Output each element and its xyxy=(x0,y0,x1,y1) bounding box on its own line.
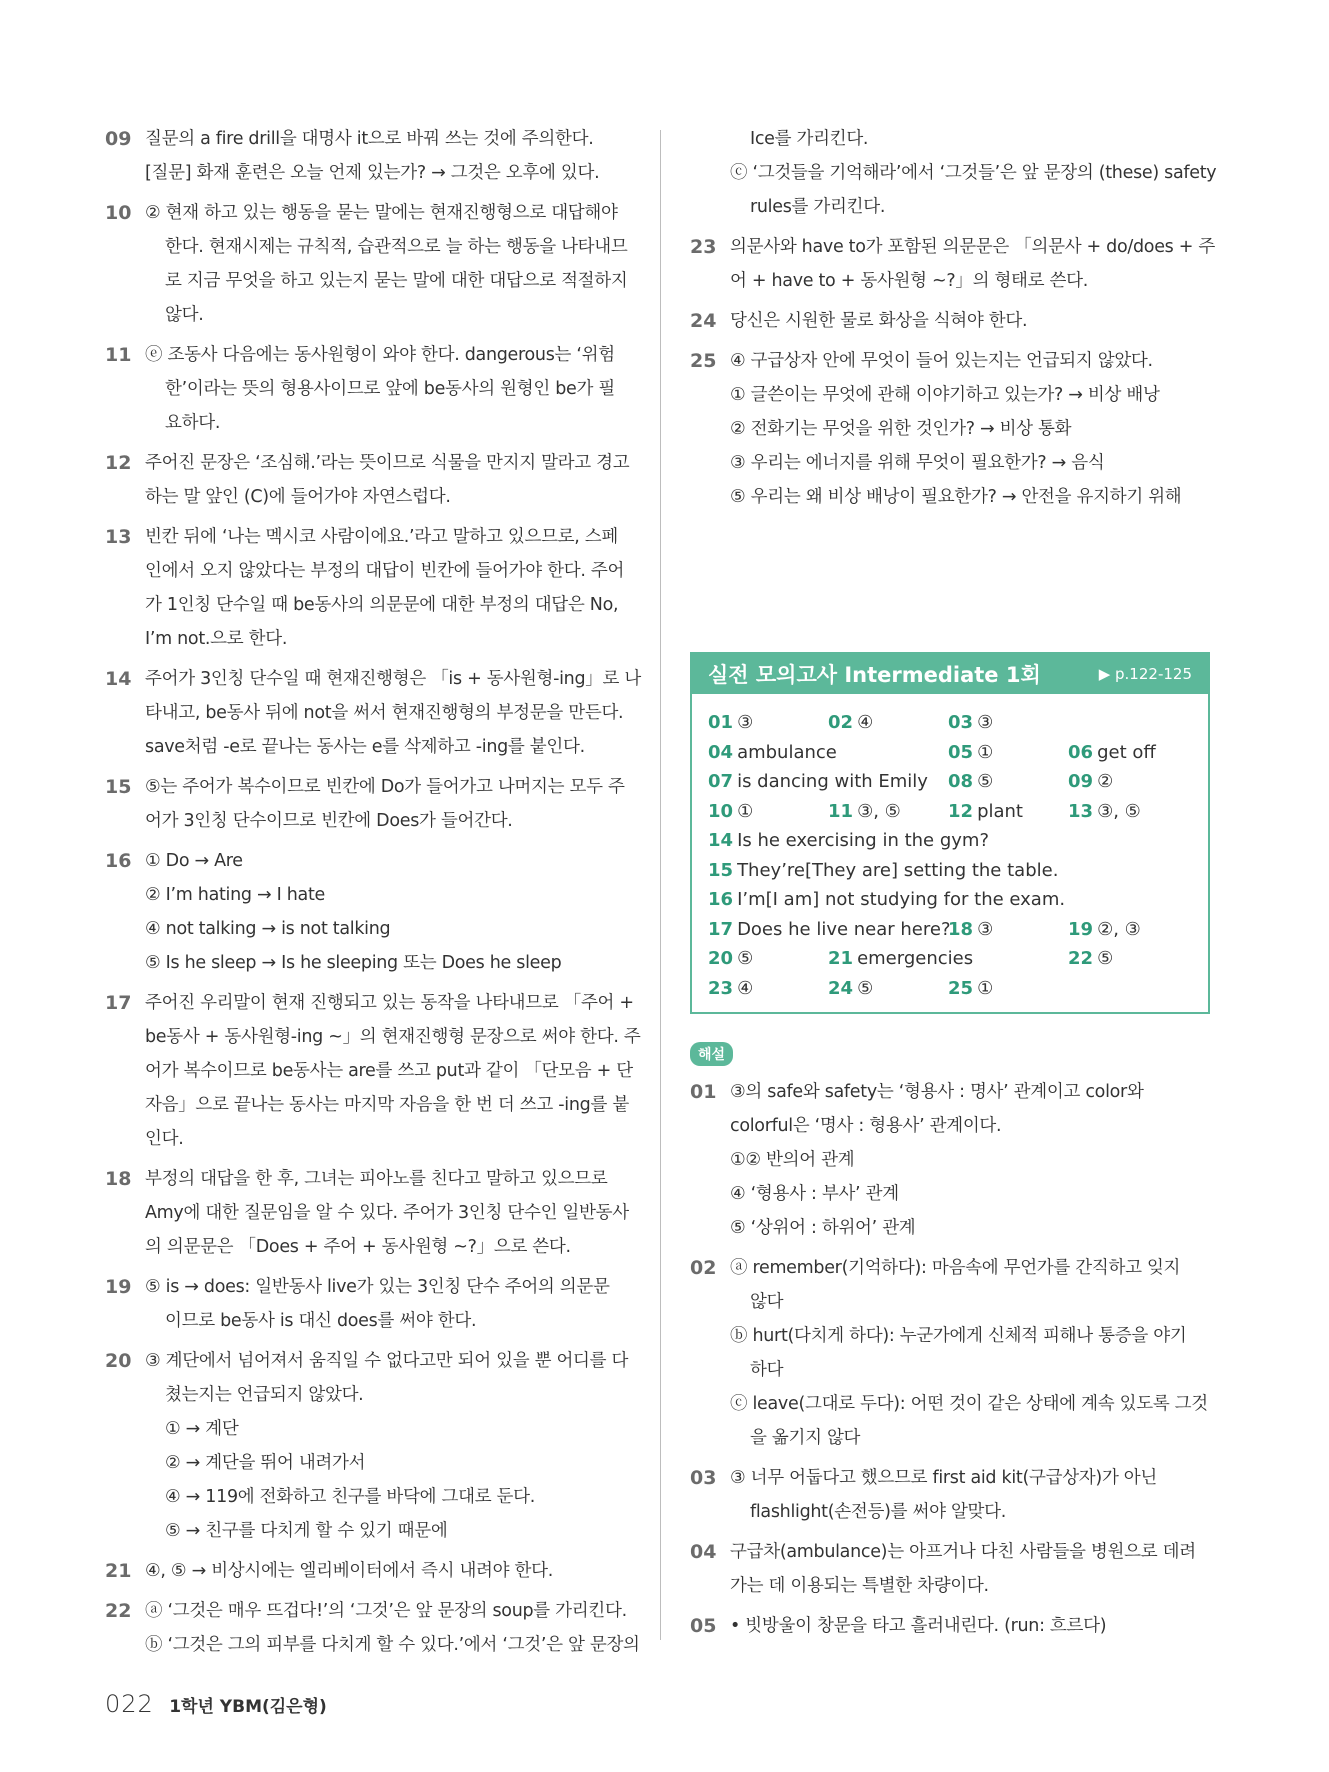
answer-item xyxy=(690,230,1215,298)
answer-item xyxy=(105,770,635,838)
item-line: ① → 계단 xyxy=(165,1419,239,1439)
item-line: ④ ‘형용사 : 부사’ 관계 xyxy=(730,1184,899,1204)
item-number: 21 xyxy=(105,1560,132,1582)
answer-cell xyxy=(948,712,1068,733)
item-line: ⑤ → 친구를 다치게 할 수 있기 때문에 xyxy=(165,1521,448,1541)
item-line: 요하다. xyxy=(165,413,221,433)
item-number: 25 xyxy=(690,350,717,372)
answer-number: 24 xyxy=(828,977,854,999)
item-number: 15 xyxy=(105,776,132,798)
answer-value: Does he live near here? xyxy=(737,918,951,940)
answer-value: ① xyxy=(977,741,994,763)
item-line: 주어진 우리말이 현재 진행되고 있는 동작을 나타내므로 「주어 + xyxy=(145,993,634,1013)
answer-item xyxy=(105,986,641,1156)
item-line: ① 글쓴이는 무엇에 관해 이야기하고 있는가? → 비상 배낭 xyxy=(730,385,1160,405)
answer-cell xyxy=(708,948,828,969)
item-line: ④ not talking → is not talking xyxy=(145,919,391,939)
item-line: ⑤ Is he sleep → Is he sleeping 또는 Does he sleep xyxy=(145,953,562,973)
column-divider xyxy=(660,130,661,1640)
answer-number: 20 xyxy=(708,948,734,970)
item-line: ② 전화기는 무엇을 위한 것인가? → 비상 통화 xyxy=(730,419,1072,439)
answer-row xyxy=(708,797,1192,827)
answer-item xyxy=(690,1461,1215,1529)
answer-item xyxy=(690,1535,1215,1603)
item-number: 01 xyxy=(690,1081,717,1103)
item-line: 어 + have to + 동사원형 ~?」의 형태로 쓴다. xyxy=(730,271,1089,291)
item-line: ①② 반의어 관계 xyxy=(730,1150,855,1170)
answer-value: ③, ⑤ xyxy=(1097,800,1141,822)
item-line: ⓐ ‘그것은 매우 뜨겁다!’의 ‘그것’은 앞 문장의 soup를 가리킨다. xyxy=(145,1601,627,1621)
item-line: ⓒ leave(그대로 두다): 어떤 것이 같은 상태에 계속 있도록 그것 xyxy=(730,1394,1208,1414)
item-line: ⓑ hurt(다치게 하다): 누군가에게 신체적 피해나 통증을 야기 xyxy=(730,1326,1187,1346)
item-line: 인다. xyxy=(145,1129,184,1149)
item-line: 하는 말 앞인 (C)에 들어가야 자연스럽다. xyxy=(145,487,451,507)
item-line: ③ 계단에서 넘어져서 움직일 수 없다고만 되어 있을 뿐 어디를 다 xyxy=(145,1351,629,1371)
answer-row xyxy=(708,885,1192,915)
answer-value: ⑤ xyxy=(1097,948,1114,970)
answer-item xyxy=(105,1162,635,1264)
page-footer xyxy=(105,1690,327,1718)
answer-number: 09 xyxy=(1068,771,1094,793)
item-line: ④ → 119에 전화하고 친구를 바닥에 그대로 둔다. xyxy=(165,1487,536,1507)
answer-item xyxy=(690,1251,1215,1455)
item-line: 질문의 a fire drill을 대명사 it으로 바꿔 쓰는 것에 주의한다. xyxy=(145,129,594,149)
answer-value: ⑤ xyxy=(737,948,754,970)
item-number: 17 xyxy=(105,992,132,1014)
right-column xyxy=(690,122,1215,520)
item-line: ③ 우리는 에너지를 위해 무엇이 필요한가? → 음식 xyxy=(730,453,1105,473)
answer-value: ②, ③ xyxy=(1097,918,1141,940)
item-line: 어가 3인칭 단수이므로 빈칸에 Does가 들어간다. xyxy=(145,811,513,831)
answer-item xyxy=(690,1609,1215,1643)
item-line: 당신은 시원한 물로 화상을 식혀야 한다. xyxy=(730,311,1028,331)
item-line: 로 지금 무엇을 하고 있는지 묻는 말에 대한 대답으로 적절하지 xyxy=(165,271,628,291)
item-number: 12 xyxy=(105,452,132,474)
answer-box-pages: ▶ p.122-125 xyxy=(1098,665,1192,683)
answer-cell xyxy=(708,978,828,999)
answer-cell xyxy=(708,742,948,763)
answer-row xyxy=(708,738,1192,768)
item-line: ⑤ 우리는 왜 비상 배낭이 필요한가? → 안전을 유지하기 위해 xyxy=(730,487,1182,507)
answer-value: They’re[They are] setting the table. xyxy=(737,859,1059,881)
answer-cell xyxy=(708,771,948,792)
answer-number: 06 xyxy=(1068,741,1094,763)
answer-row xyxy=(708,856,1192,886)
answer-number: 11 xyxy=(828,800,854,822)
answer-row xyxy=(708,974,1192,1004)
answer-cell xyxy=(948,919,1068,940)
answer-number: 22 xyxy=(1068,948,1094,970)
answer-number: 01 xyxy=(708,712,734,734)
item-line: Amy에 대한 질문임을 알 수 있다. 주어가 3인칭 단수인 일반동사 xyxy=(145,1203,629,1223)
item-line: ① Do → Are xyxy=(145,851,243,871)
item-line: 주어진 문장은 ‘조심해.’라는 뜻이므로 식물을 만지지 말라고 경고 xyxy=(145,453,630,473)
item-number: 14 xyxy=(105,668,132,690)
item-number: 13 xyxy=(105,526,132,548)
item-number: 09 xyxy=(105,128,132,150)
answer-item xyxy=(105,1594,640,1662)
item-line: 자음」으로 끝나는 동사는 마지막 자음을 한 번 더 쓰고 -ing를 붙 xyxy=(145,1095,629,1115)
item-line: rules를 가리킨다. xyxy=(750,197,886,217)
answer-number: 25 xyxy=(948,977,974,999)
answer-item xyxy=(105,1270,635,1338)
answer-number: 17 xyxy=(708,918,734,940)
answer-cell xyxy=(708,712,828,733)
answer-number: 23 xyxy=(708,977,734,999)
item-line: 의문사와 have to가 포함된 의문문은 「의문사 + do/does + 주 xyxy=(730,237,1215,257)
answer-value: ① xyxy=(977,977,994,999)
answer-value: is dancing with Emily xyxy=(737,771,928,793)
item-line: ③의 safe와 safety는 ‘형용사 : 명사’ 관계이고 color와 xyxy=(730,1082,1144,1102)
answer-value: ⑤ xyxy=(857,977,874,999)
item-number: 02 xyxy=(690,1257,717,1279)
item-line: 주어가 3인칭 단수일 때 현재진행형은 「is + 동사원형-ing」로 나 xyxy=(145,669,641,689)
item-number: 16 xyxy=(105,850,132,872)
book-title: 1학년 YBM(김은형) xyxy=(169,1697,327,1717)
item-number: 11 xyxy=(105,344,132,366)
answer-cell xyxy=(948,771,1068,792)
answer-value: plant xyxy=(977,800,1023,822)
item-number: 23 xyxy=(690,236,717,258)
answer-row xyxy=(708,915,1192,945)
explanation-badge: 해설 xyxy=(690,1042,733,1066)
answer-cell xyxy=(948,801,1068,822)
item-line: 쳤는지는 언급되지 않았다. xyxy=(165,1385,364,1405)
item-line: 한다. 현재시제는 규칙적, 습관적으로 늘 하는 행동을 나타내므 xyxy=(165,237,628,257)
answer-value: emergencies xyxy=(857,948,974,970)
answer-number: 10 xyxy=(708,800,734,822)
answer-box xyxy=(690,652,1210,1014)
answer-number: 03 xyxy=(948,712,974,734)
answer-value: I’m[I am] not studying for the exam. xyxy=(737,889,1066,911)
answer-item xyxy=(105,338,635,440)
answer-number: 21 xyxy=(828,948,854,970)
answer-item xyxy=(105,196,635,332)
answer-item xyxy=(105,122,635,190)
item-number: 10 xyxy=(105,202,132,224)
answer-item xyxy=(690,122,1215,224)
answer-number: 12 xyxy=(948,800,974,822)
item-number: 18 xyxy=(105,1168,132,1190)
item-number: 19 xyxy=(105,1276,132,1298)
item-line: ⑤ ‘상위어 : 하위어’ 관계 xyxy=(730,1218,916,1238)
item-line: 구급차(ambulance)는 아프거나 다친 사람들을 병원으로 데려 xyxy=(730,1542,1196,1562)
answer-item xyxy=(105,520,635,656)
answer-item xyxy=(690,344,1215,514)
answer-item xyxy=(105,1344,635,1548)
item-line: 이므로 be동사 is 대신 does를 써야 한다. xyxy=(165,1311,477,1331)
answer-cell xyxy=(1068,801,1188,822)
answer-value: ③ xyxy=(977,918,994,940)
item-line: ② 현재 하고 있는 행동을 묻는 말에는 현재진행형으로 대답해야 xyxy=(145,203,618,223)
answer-item xyxy=(690,304,1215,338)
answer-item xyxy=(105,1554,635,1588)
item-line: Ice를 가리킨다. xyxy=(750,129,869,149)
answer-cell xyxy=(1068,948,1188,969)
answer-row xyxy=(708,767,1192,797)
item-line: ③ 너무 어둡다고 했으므로 first aid kit(구급상자)가 아닌 xyxy=(730,1468,1158,1488)
answer-value: ④ xyxy=(737,977,754,999)
answer-number: 04 xyxy=(708,741,734,763)
item-line: 않다. xyxy=(165,305,204,325)
answer-item xyxy=(690,1075,1215,1245)
answer-cell xyxy=(708,801,828,822)
item-line: 한’이라는 뜻의 형용사이므로 앞에 be동사의 원형인 be가 필 xyxy=(165,379,615,399)
answer-box-title: 실전 모의고사 Intermediate 1회 xyxy=(708,663,1041,687)
answer-value: ambulance xyxy=(737,741,837,763)
item-number: 04 xyxy=(690,1541,717,1563)
answer-cell xyxy=(828,978,948,999)
item-line: ④, ⑤ → 비상시에는 엘리베이터에서 즉시 내려야 한다. xyxy=(145,1561,553,1581)
answer-value: Is he exercising in the gym? xyxy=(737,830,990,852)
answer-cell xyxy=(828,948,1068,969)
explanation-column xyxy=(690,1075,1215,1649)
answer-number: 13 xyxy=(1068,800,1094,822)
item-number: 05 xyxy=(690,1615,717,1637)
item-line: flashlight(손전등)를 써야 알맞다. xyxy=(750,1502,1007,1522)
item-line: 의 의문문은 「Does + 주어 + 동사원형 ~?」으로 쓴다. xyxy=(145,1237,571,1257)
item-line: 가 1인칭 단수일 때 be동사의 의문문에 대한 부정의 대답은 No, xyxy=(145,595,619,615)
item-line: ⓔ 조동사 다음에는 동사원형이 와야 한다. dangerous는 ‘위험 xyxy=(145,345,615,365)
item-line: 타내고, be동사 뒤에 not을 써서 현재진행형의 부정문을 만든다. xyxy=(145,703,624,723)
answer-number: 15 xyxy=(708,859,734,881)
answer-cell xyxy=(708,889,1188,910)
item-line: ② → 계단을 뛰어 내려가서 xyxy=(165,1453,366,1473)
item-line: 을 옮기지 않다 xyxy=(750,1428,861,1448)
item-line: colorful은 ‘명사 : 형용사’ 관계이다. xyxy=(730,1116,1002,1136)
item-number: 03 xyxy=(690,1467,717,1489)
answer-value: ③ xyxy=(737,712,754,734)
item-line: ⓐ remember(기억하다): 마음속에 무언가를 간직하고 잊지 xyxy=(730,1258,1181,1278)
answer-cell xyxy=(1068,919,1188,940)
answer-row xyxy=(708,708,1192,738)
answer-value: get off xyxy=(1097,741,1156,763)
answer-number: 05 xyxy=(948,741,974,763)
answer-number: 14 xyxy=(708,830,734,852)
answer-item xyxy=(105,844,635,980)
answer-cell xyxy=(708,918,951,940)
answer-row xyxy=(708,944,1192,974)
answer-number: 08 xyxy=(948,771,974,793)
answer-box-header xyxy=(692,654,1208,694)
answer-cell xyxy=(1068,742,1188,763)
item-line: 빈칸 뒤에 ‘나는 멕시코 사람이에요.’라고 말하고 있으므로, 스페 xyxy=(145,527,619,547)
answer-cell xyxy=(1068,771,1188,792)
answer-cell xyxy=(708,860,1188,881)
answer-row xyxy=(708,826,1192,856)
item-line: ⑤는 주어가 복수이므로 빈칸에 Do가 들어가고 나머지는 모두 주 xyxy=(145,777,625,797)
item-line: 하다 xyxy=(750,1360,784,1380)
answer-item xyxy=(105,662,641,764)
answer-value: ⑤ xyxy=(977,771,994,793)
item-number: 24 xyxy=(690,310,717,332)
answer-value: ④ xyxy=(857,712,874,734)
answer-number: 16 xyxy=(708,889,734,911)
answer-cell xyxy=(948,742,1068,763)
answer-value: ③ xyxy=(977,712,994,734)
page-number: 022 xyxy=(105,1690,154,1718)
item-line: ⓑ ‘그것은 그의 피부를 다치게 할 수 있다.’에서 ‘그것’은 앞 문장의 xyxy=(145,1635,640,1655)
item-line: save처럼 -e로 끝나는 동사는 e를 삭제하고 -ing를 붙인다. xyxy=(145,737,585,757)
item-number: 22 xyxy=(105,1600,132,1622)
item-line: 인에서 오지 않았다는 부정의 대답이 빈칸에 들어가야 한다. 주어 xyxy=(145,561,625,581)
item-line: ⓒ ‘그것들을 기억해라’에서 ‘그것들’은 앞 문장의 (these) safety xyxy=(730,163,1217,183)
item-line: [질문] 화재 훈련은 오늘 언제 있는가? → 그것은 오후에 있다. xyxy=(145,163,600,183)
answer-number: 02 xyxy=(828,712,854,734)
item-line: I’m not.으로 한다. xyxy=(145,629,288,649)
answer-number: 18 xyxy=(948,918,974,940)
item-line: ⑤ is → does: 일반동사 live가 있는 3인칭 단수 주어의 의문문 xyxy=(145,1277,610,1297)
answer-number: 19 xyxy=(1068,918,1094,940)
item-line: • 빗방울이 창문을 타고 흘러내린다. (run: 흐르다) xyxy=(730,1616,1107,1636)
answer-value: ① xyxy=(737,800,754,822)
item-line: ④ 구급상자 안에 무엇이 들어 있는지는 언급되지 않았다. xyxy=(730,351,1153,371)
answer-cell xyxy=(828,712,948,733)
item-line: 가는 데 이용되는 특별한 차량이다. xyxy=(730,1576,989,1596)
answer-value: ③, ⑤ xyxy=(857,800,901,822)
item-line: be동사 + 동사원형-ing ~」의 현재진행형 문장으로 써야 한다. 주 xyxy=(145,1027,641,1047)
answer-item xyxy=(105,446,635,514)
item-line: 부정의 대답을 한 후, 그녀는 피아노를 친다고 말하고 있으므로 xyxy=(145,1169,608,1189)
answer-cell xyxy=(708,830,1188,851)
item-line: ② I’m hating → I hate xyxy=(145,885,325,905)
answer-cell xyxy=(948,978,1068,999)
item-number: 20 xyxy=(105,1350,132,1372)
answer-value: ② xyxy=(1097,771,1114,793)
answer-grid xyxy=(692,694,1208,1003)
item-line: 않다 xyxy=(750,1292,784,1312)
left-column xyxy=(105,122,641,1668)
answer-cell xyxy=(828,801,948,822)
answer-number: 07 xyxy=(708,771,734,793)
item-line: 어가 복수이므로 be동사는 are를 쓰고 put과 같이 「단모음 + 단 xyxy=(145,1061,633,1081)
